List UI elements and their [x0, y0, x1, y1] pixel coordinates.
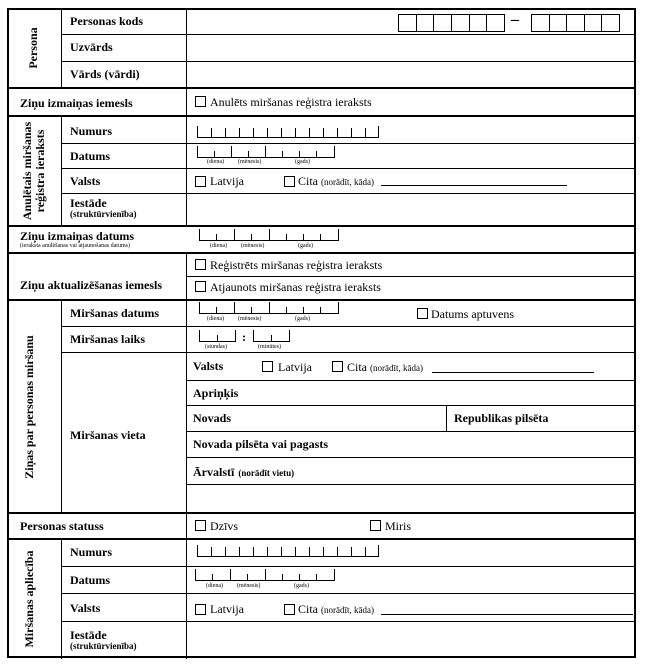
row-line: [61, 352, 636, 353]
cert-date-field[interactable]: [195, 569, 335, 581]
annulled-record-option: Anulēts miršanas reģistra ieraksts: [210, 95, 372, 109]
divider: [7, 115, 636, 117]
col-line: [186, 300, 187, 513]
place-other-field[interactable]: [432, 372, 594, 373]
cert-other-field[interactable]: [381, 614, 633, 615]
death-time-label: Miršanas laiks: [70, 332, 146, 346]
row-line: [187, 431, 636, 432]
col-line: [186, 8, 187, 88]
cert-institution-field[interactable]: [188, 623, 634, 656]
row-line: [187, 380, 636, 381]
status-alive-checkbox[interactable]: [195, 520, 206, 531]
place-latvia-checkbox[interactable]: [262, 361, 273, 372]
death-time-hours-field[interactable]: [199, 330, 236, 342]
annulled-number-label: Numurs: [70, 124, 113, 138]
death-date-hint-month: (mēnesis): [238, 316, 262, 322]
abroad-place-field[interactable]: [188, 486, 634, 511]
county-city-label: Novada pilsēta vai pagasts: [193, 437, 329, 451]
time-hint-hours: (stundas): [205, 344, 227, 350]
republic-city-label: Republikas pilsēta: [454, 411, 549, 425]
row-line: [187, 457, 636, 458]
place-other-checkbox[interactable]: [332, 361, 343, 372]
death-date-label: Miršanas datums: [70, 306, 160, 320]
row-line: [187, 405, 636, 406]
annulled-institution-label: Iestāde: [70, 196, 107, 210]
surname-field[interactable]: [188, 36, 634, 60]
cert-date-hint-day: (diena): [206, 583, 223, 589]
district-label: Apriņķis: [193, 386, 239, 400]
annulled-country-latvia: Latvija: [210, 174, 244, 188]
divider: [7, 299, 636, 301]
status-dead: Miris: [385, 519, 412, 533]
update-reason-label: Ziņu aktualizēšanas iemesls: [20, 278, 163, 292]
cert-date-hint-month: (mēnesis): [237, 583, 261, 589]
change-date-hint-year: (gads): [298, 243, 313, 249]
divider: [7, 252, 636, 254]
code-separator: –: [511, 11, 519, 28]
col-line: [61, 116, 62, 226]
change-date-hint-day: (diena): [210, 243, 227, 249]
status-label: Personas statuss: [20, 519, 104, 533]
row-line: [187, 276, 636, 277]
annulled-record-checkbox[interactable]: [195, 96, 206, 107]
registered-record-checkbox[interactable]: [195, 259, 206, 270]
col-line: [61, 539, 62, 659]
date-hint-month: (mēnesis): [238, 159, 262, 165]
section-label-annulled: Anulētais miršanas reģistra ieraksts: [20, 121, 47, 221]
place-latvia: Latvija: [278, 360, 312, 374]
section-label-certificate: Miršanas apliecība: [22, 550, 36, 648]
annulled-country-other-field[interactable]: [381, 185, 567, 186]
death-date-hint-year: (gads): [295, 316, 310, 322]
col-line: [61, 300, 62, 513]
divider: [7, 225, 636, 227]
status-alive: Dzīvs: [210, 519, 238, 533]
death-time-minutes-field[interactable]: [253, 330, 290, 342]
cert-institution-sub: (struktūrvienība): [70, 641, 137, 651]
cert-latvia-checkbox[interactable]: [195, 604, 206, 615]
annulled-date-field[interactable]: [197, 146, 335, 158]
name-field[interactable]: [188, 63, 634, 86]
row-line: [61, 566, 636, 567]
date-hint-day: (diena): [207, 159, 224, 165]
cert-institution-label: Iestāde: [70, 628, 107, 642]
date-hint-year: (gads): [295, 159, 310, 165]
death-place-label: Miršanas vieta: [70, 428, 146, 442]
change-date-field[interactable]: [199, 229, 339, 241]
divider: [7, 87, 636, 89]
personal-code-part2[interactable]: [531, 14, 620, 32]
section-label-persona: Persona: [26, 27, 40, 69]
col-line: [186, 88, 187, 116]
personal-code-part1[interactable]: [398, 14, 505, 32]
annulled-institution-sub: (struktūrvienība): [70, 209, 137, 219]
personal-code-label: Personas kods: [70, 14, 144, 28]
cert-country-label: Valsts: [70, 601, 101, 615]
time-separator: :: [242, 330, 246, 344]
row-line: [61, 326, 636, 327]
place-country-label: Valsts: [193, 359, 224, 373]
annulled-number-field[interactable]: [197, 126, 379, 138]
cert-other: Cita (norādīt, kāda): [298, 602, 374, 616]
place-other: Cita (norādīt, kāda): [347, 360, 423, 374]
change-date-label: Ziņu izmaiņas datums: [20, 229, 135, 243]
date-approx-label: Datums aptuvens: [431, 307, 514, 321]
date-approx-checkbox[interactable]: [417, 308, 428, 319]
annulled-country-label: Valsts: [70, 174, 101, 188]
row-line: [61, 593, 636, 594]
col-line: [61, 8, 62, 88]
death-date-field[interactable]: [199, 302, 339, 314]
change-reason-label: Ziņu izmaiņas iemesls: [20, 96, 133, 110]
time-hint-minutes: (minūtes): [258, 344, 281, 350]
row-line: [61, 143, 636, 144]
cert-date-label: Datums: [70, 573, 111, 587]
restored-record-checkbox[interactable]: [195, 281, 206, 292]
name-label: Vārds (vārdi): [70, 67, 140, 81]
row-line: [187, 484, 636, 485]
cert-other-checkbox[interactable]: [284, 604, 295, 615]
county-label: Novads: [193, 411, 232, 425]
row-line: [61, 168, 636, 169]
row-line: [61, 61, 636, 62]
death-date-hint-day: (diena): [207, 316, 224, 322]
annulled-country-other: Cita (norādīt, kāda): [298, 174, 374, 188]
cert-number-label: Numurs: [70, 545, 113, 559]
registered-record-option: Reģistrēts miršanas reģistra ieraksts: [210, 258, 383, 272]
col-line: [446, 405, 447, 431]
divider: [7, 538, 636, 540]
row-line: [61, 193, 636, 194]
cert-latvia: Latvija: [210, 602, 244, 616]
row-line: [61, 621, 636, 622]
restored-record-option: Atjaunots miršanas reģistra ieraksts: [210, 280, 381, 294]
annulled-institution-field[interactable]: [188, 195, 634, 224]
row-line: [61, 34, 636, 35]
annulled-country-other-checkbox[interactable]: [284, 176, 295, 187]
section-label-death: Ziņas par personas miršanu: [22, 335, 36, 479]
annulled-country-latvia-checkbox[interactable]: [195, 176, 206, 187]
change-date-sub: (ieraksta anulēšanas vai atjaunošanas datums): [20, 243, 130, 249]
col-line: [186, 116, 187, 226]
divider: [7, 512, 636, 514]
col-line: [186, 513, 187, 539]
change-date-hint-month: (mēnesis): [241, 243, 265, 249]
annulled-date-label: Datums: [70, 149, 111, 163]
col-line: [186, 539, 187, 659]
cert-date-hint-year: (gads): [294, 583, 309, 589]
status-dead-checkbox[interactable]: [370, 520, 381, 531]
abroad-label: Ārvalstī (norādīt vietu): [193, 465, 295, 479]
surname-label: Uzvārds: [70, 40, 113, 54]
cert-number-field[interactable]: [197, 545, 379, 557]
